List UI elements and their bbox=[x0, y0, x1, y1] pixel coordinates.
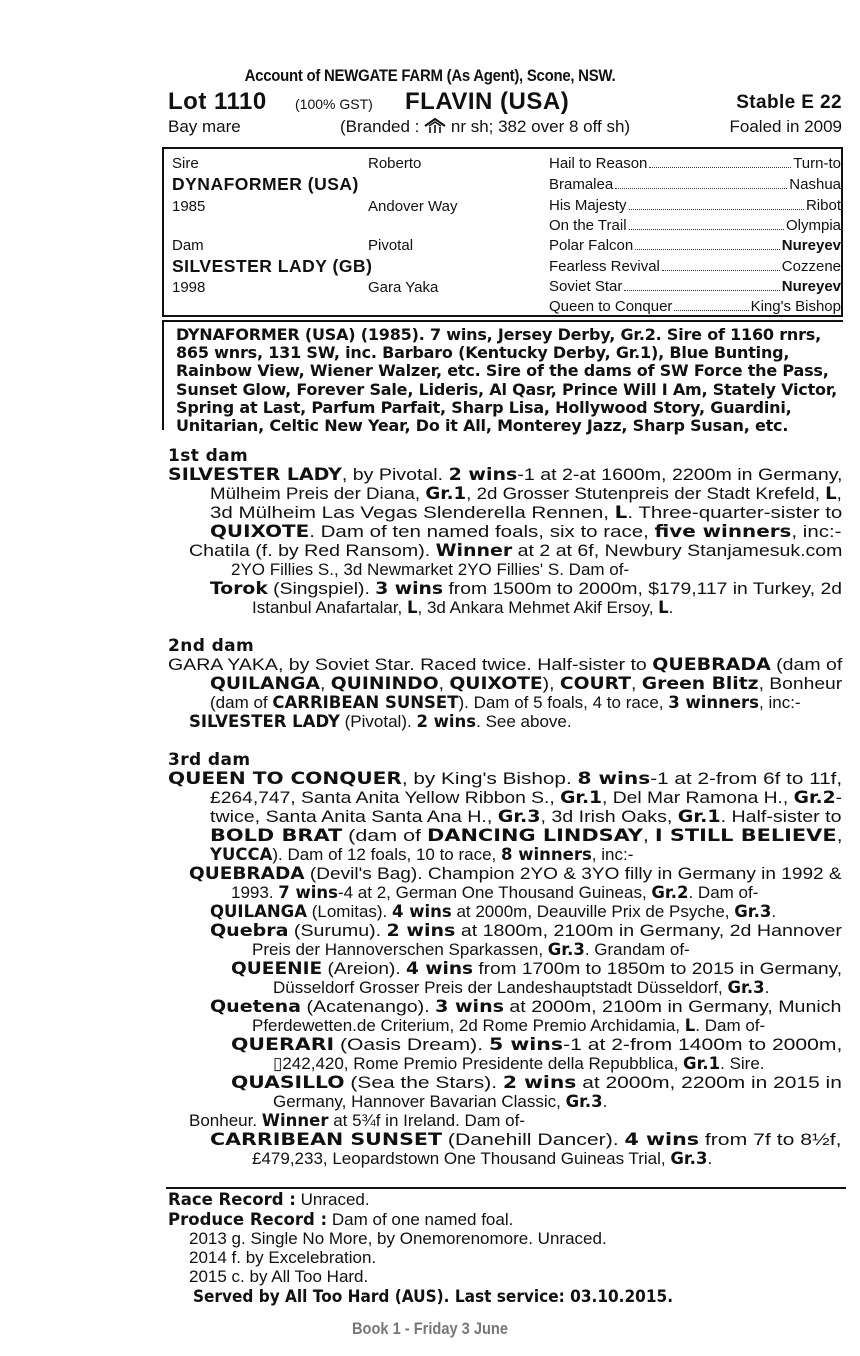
divider bbox=[166, 1187, 846, 1189]
emphasis-text: 2 wins bbox=[502, 1073, 577, 1092]
body-text: , bbox=[836, 826, 843, 845]
body-text: . bbox=[771, 902, 777, 921]
emphasis-text: Gr.3 bbox=[565, 1092, 603, 1111]
body-text: Germany, Hannover Bavarian Classic, bbox=[273, 1092, 566, 1111]
body-text: . Grandam of- bbox=[584, 940, 690, 959]
race-record-label: Race Record : bbox=[168, 1190, 296, 1209]
sire-dam: Andover Way bbox=[368, 198, 458, 215]
emphasis-text: COURT bbox=[559, 674, 632, 693]
body-text: . Dam of ten named foals, six to race, bbox=[309, 522, 655, 541]
brand-mark-icon bbox=[424, 118, 446, 139]
catalogue-line bbox=[252, 1016, 765, 1035]
lot-subheading bbox=[168, 117, 842, 139]
body-text: , inc:- bbox=[591, 845, 634, 864]
catalogue-line bbox=[168, 465, 843, 484]
emphasis-text: QUEENIE bbox=[231, 959, 323, 978]
body-text: . Half-sister to bbox=[720, 807, 842, 826]
emphasis-text: 4 wins bbox=[406, 959, 474, 978]
body-text: , bbox=[438, 674, 450, 693]
body-text: (dam of bbox=[770, 655, 843, 674]
catalogue-line bbox=[189, 1111, 525, 1130]
body-text: . bbox=[764, 978, 770, 997]
brand-description bbox=[340, 117, 630, 139]
page-footer: Book 1 - Friday 3 June bbox=[351, 1319, 508, 1338]
emphasis-text: DANCING LINDSAY bbox=[427, 826, 643, 845]
catalogue-line bbox=[273, 1092, 607, 1111]
emphasis-text: five winners bbox=[654, 522, 792, 541]
catalogue-line bbox=[210, 921, 842, 940]
dam-label: Dam bbox=[172, 237, 204, 254]
ancestor-sire: Olympia bbox=[785, 217, 841, 234]
body-text: (Oasis Dream). bbox=[334, 1035, 489, 1054]
emphasis-text: QUININDO bbox=[330, 674, 439, 693]
pedigree-table bbox=[162, 147, 843, 317]
body-text: (dam of bbox=[210, 693, 273, 712]
catalogue-line bbox=[210, 826, 843, 845]
produce-item: 2013 g. Single No More, by Onemorenomore. Unraced. bbox=[189, 1229, 607, 1248]
ancestor-name: Fearless Revival bbox=[549, 258, 660, 275]
emphasis-text: SILVESTER LADY bbox=[189, 712, 340, 731]
emphasis-text: 3 wins bbox=[375, 579, 444, 598]
brand-suffix: nr sh; 382 over 8 off sh) bbox=[450, 117, 631, 136]
catalogue-line bbox=[210, 579, 842, 598]
emphasis-text: Gr.3 bbox=[547, 940, 585, 959]
body-text: . Dam of- bbox=[695, 1016, 766, 1035]
produce-record-value: Dam of one named foal. bbox=[331, 1210, 514, 1229]
body-text: (Danehill Dancer). bbox=[441, 1130, 625, 1149]
body-text: Istanbul Anafartalar, bbox=[252, 598, 407, 617]
catalogue-line bbox=[252, 598, 673, 617]
emphasis-text: 7 wins bbox=[278, 883, 338, 902]
ancestor-row bbox=[549, 197, 841, 214]
catalogue-line bbox=[210, 693, 801, 712]
second-dam-heading: 2nd dam bbox=[168, 636, 255, 656]
body-text: from 7f to 8½f, bbox=[698, 1130, 842, 1149]
body-text: GARA YAKA, by Soviet Star. Raced twice. Half-sister to bbox=[168, 655, 653, 674]
catalogue-line bbox=[273, 978, 769, 997]
body-text: -1 at 2-at 1600m, 2200m in Germany, bbox=[517, 465, 843, 484]
catalogue-line bbox=[231, 883, 758, 902]
catalogue-line bbox=[189, 864, 842, 883]
ancestor-sire: Ribot bbox=[805, 197, 841, 214]
first-dam-heading: 1st dam bbox=[168, 446, 249, 466]
catalogue-line bbox=[231, 1073, 842, 1092]
emphasis-text: Quebra bbox=[210, 921, 289, 940]
emphasis-text: L bbox=[684, 1016, 696, 1035]
emphasis-text: 3 wins bbox=[435, 997, 504, 1016]
body-text: (Lomitas). bbox=[306, 902, 393, 921]
body-text: -1 at 2-from 1400m to 2000m, bbox=[563, 1035, 843, 1054]
emphasis-text: Gr.3 bbox=[497, 807, 541, 826]
body-text: , Del Mar Ramona H., bbox=[602, 788, 794, 807]
body-text: (Surumu). bbox=[288, 921, 387, 940]
sire-label: Sire bbox=[172, 155, 199, 172]
body-text: -4 at 2, German One Thousand Guineas, bbox=[337, 883, 652, 902]
catalogue-line bbox=[189, 541, 842, 560]
catalogue-line bbox=[189, 712, 572, 731]
body-text: from 1700m to 1850m to 2015 in Germany, bbox=[473, 959, 843, 978]
emphasis-text: BOLD BRAT bbox=[210, 826, 343, 845]
emphasis-text: SILVESTER LADY bbox=[168, 465, 342, 484]
catalogue-line bbox=[168, 655, 842, 674]
emphasis-text: 2 wins bbox=[416, 712, 477, 731]
ancestor-name: Soviet Star bbox=[549, 278, 623, 295]
body-text: . Dam of- bbox=[688, 883, 759, 902]
body-text: , 2d Grosser Stutenpreis der Stadt Krefeld, bbox=[466, 484, 826, 503]
catalogue-line bbox=[210, 788, 842, 807]
sire-summary-line: Spring at Last, Parfum Parfait, Sharp Lisa, Hollywood Story, Guardini, bbox=[176, 397, 792, 417]
lot-number: Lot 1110 bbox=[168, 88, 267, 115]
body-text: Mülheim Preis der Diana, bbox=[210, 484, 426, 503]
emphasis-text: QUIXOTE bbox=[210, 522, 310, 541]
body-text: (dam of bbox=[342, 826, 428, 845]
emphasis-text: 3 winners bbox=[668, 693, 760, 712]
body-text: at 1800m, 2100m in Germany, 2d Hannover bbox=[455, 921, 842, 940]
dam-sire: Pivotal bbox=[368, 237, 414, 254]
body-text: Chatila (f. by Red Ransom). bbox=[189, 541, 436, 560]
catalogue-line bbox=[168, 769, 842, 788]
emphasis-text: L bbox=[407, 598, 418, 617]
catalogue-line bbox=[210, 1130, 841, 1149]
body-text: £479,233, Leopardstown One Thousand Guineas Trial, bbox=[252, 1149, 671, 1168]
emphasis-text: Winner bbox=[435, 541, 513, 560]
catalogue-line bbox=[231, 560, 629, 579]
body-text: , 3d Ankara Mehmet Akif Ersoy, bbox=[417, 598, 659, 617]
body-text: Bonheur. bbox=[189, 1111, 262, 1130]
body-text: , inc:- bbox=[791, 522, 842, 541]
emphasis-text: YUCCA bbox=[210, 845, 273, 864]
sex-colour: Bay mare bbox=[168, 117, 241, 136]
catalogue-line bbox=[231, 959, 842, 978]
body-text: (Pivotal). bbox=[339, 712, 417, 731]
body-text: ). Dam of 5 foals, 4 to race, bbox=[458, 693, 669, 712]
sire-summary-line: 865 wnrs, 131 SW, inc. Barbaro (Kentucky Derby, Gr.1), Blue Bunting, bbox=[176, 343, 790, 363]
produce-record-label: Produce Record : bbox=[168, 1210, 328, 1229]
emphasis-text: Gr.1 bbox=[683, 1054, 721, 1073]
served-by: Served by All Too Hard (AUS). Last service: 03.10.2015. bbox=[192, 1287, 674, 1306]
ancestor-sire: King's Bishop bbox=[750, 298, 841, 315]
emphasis-text: Gr.1 bbox=[425, 484, 467, 503]
emphasis-text: I STILL BELIEVE bbox=[654, 826, 837, 845]
body-text: at 2000m, 2200m in 2015 in bbox=[576, 1073, 842, 1092]
body-text: , Bonheur bbox=[758, 674, 843, 693]
foaled-year: Foaled in 2009 bbox=[729, 117, 842, 136]
emphasis-text: CARRIBEAN SUNSET bbox=[272, 693, 459, 712]
body-text: Düsseldorf Grosser Preis der Landeshauptstadt Düsseldorf, bbox=[273, 978, 728, 997]
sire-summary-line: Unitarian, Celtic New Year, Do it All, Monterey Jazz, Sharp Susan, etc. bbox=[176, 416, 789, 436]
body-text: ), bbox=[542, 674, 560, 693]
sire-name: DYNAFORMER (USA) bbox=[172, 174, 359, 194]
lot-heading bbox=[168, 88, 842, 116]
catalogue-line bbox=[252, 1149, 712, 1168]
body-text: , inc:- bbox=[759, 693, 801, 712]
ancestor-sire: Turn-to bbox=[793, 155, 841, 172]
body-text: - bbox=[835, 788, 843, 807]
body-text: , bbox=[631, 674, 642, 693]
sire-summary-line: Sunset Glow, Forever Sale, Lideris, Al Qasr, Prince Will I Am, Stately Victor, bbox=[176, 379, 838, 399]
gst-note: (100% GST) bbox=[295, 96, 373, 112]
body-text: . See above. bbox=[476, 712, 572, 731]
emphasis-text: QUIXOTE bbox=[449, 674, 543, 693]
ancestor-sire: Nashua bbox=[789, 176, 841, 193]
emphasis-text: L bbox=[825, 484, 837, 503]
emphasis-text: QUILANGA bbox=[210, 674, 321, 693]
ancestor-name: His Majesty bbox=[549, 197, 627, 214]
emphasis-text: 8 winners bbox=[501, 845, 592, 864]
race-record bbox=[168, 1190, 370, 1209]
body-text: -1 at 2-from 6f to 11f, bbox=[650, 769, 843, 788]
ancestor-row bbox=[549, 176, 841, 193]
brand-prefix: (Branded : bbox=[340, 117, 420, 136]
catalogue-line bbox=[210, 674, 842, 693]
body-text: . bbox=[602, 1092, 608, 1111]
body-text: Preis der Hannoverschen Sparkassen, bbox=[252, 940, 548, 959]
body-text: at 2 at 6f, Newbury Stanjamesuk.com bbox=[512, 541, 843, 560]
body-text: . bbox=[707, 1149, 713, 1168]
emphasis-text: Gr.1 bbox=[677, 807, 721, 826]
body-text: ▯242,420, Rome Premio Presidente della Repubblica, bbox=[273, 1054, 684, 1073]
catalogue-line bbox=[210, 845, 633, 864]
ancestor-sire: Cozzene bbox=[781, 258, 841, 275]
sire-summary-line: Rainbow View, Wiener Walzer, etc. Sire of the dams of SW Force the Pass, bbox=[176, 361, 829, 381]
produce-item: 2014 f. by Excelebration. bbox=[189, 1248, 377, 1267]
body-text: (Singspiel). bbox=[267, 579, 376, 598]
emphasis-text: Winner bbox=[261, 1111, 329, 1130]
catalogue-line bbox=[273, 1054, 765, 1073]
body-text: at 2000m, Deauville Prix de Psyche, bbox=[451, 902, 735, 921]
catalogue-line bbox=[210, 503, 842, 522]
ancestor-name: On the Trail bbox=[549, 217, 627, 234]
ancestor-name: Polar Falcon bbox=[549, 237, 634, 254]
sire-sire: Roberto bbox=[368, 155, 422, 172]
ancestor-row bbox=[549, 258, 841, 275]
catalogue-line bbox=[231, 1035, 842, 1054]
ancestor-row bbox=[549, 278, 841, 295]
ancestor-row bbox=[549, 237, 841, 254]
ancestor-name: Hail to Reason bbox=[549, 155, 648, 172]
emphasis-text: QUEEN TO CONQUER bbox=[168, 769, 402, 788]
emphasis-text: 8 wins bbox=[577, 769, 651, 788]
emphasis-text: Gr.2 bbox=[793, 788, 836, 807]
emphasis-text: 2 wins bbox=[386, 921, 456, 940]
emphasis-text: 2 wins bbox=[448, 465, 518, 484]
body-text: (Areion). bbox=[322, 959, 407, 978]
emphasis-text: Gr.1 bbox=[560, 788, 603, 807]
emphasis-text: L bbox=[614, 503, 628, 522]
emphasis-text: QUERARI bbox=[231, 1035, 335, 1054]
ancestor-row bbox=[549, 155, 841, 172]
body-text: at 2000m, 2100m in Germany, Munich bbox=[503, 997, 842, 1016]
body-text: , 3d Irish Oaks, bbox=[540, 807, 678, 826]
body-text: . Three-quarter-sister to bbox=[627, 503, 843, 522]
body-text: , bbox=[836, 484, 842, 503]
body-text: . Sire. bbox=[720, 1054, 765, 1073]
horse-name: FLAVIN (USA) bbox=[405, 88, 570, 115]
body-text: ). Dam of 12 foals, 10 to race, bbox=[272, 845, 502, 864]
emphasis-text: Gr.2 bbox=[651, 883, 689, 902]
third-dam-heading: 3rd dam bbox=[168, 750, 251, 770]
body-text: 1993. bbox=[231, 883, 279, 902]
dam-dam: Gara Yaka bbox=[368, 279, 439, 296]
race-record-value: Unraced. bbox=[300, 1190, 370, 1209]
dam-name: SILVESTER LADY (GB) bbox=[172, 256, 373, 276]
emphasis-text: QUEBRADA bbox=[189, 864, 305, 883]
body-text: £264,747, Santa Anita Yellow Ribbon S., bbox=[210, 788, 561, 807]
body-text: , by King's Bishop. bbox=[401, 769, 578, 788]
emphasis-text: Quetena bbox=[210, 997, 302, 1016]
stable-number: Stable E 22 bbox=[736, 92, 842, 113]
body-text: . bbox=[668, 598, 674, 617]
ancestor-row bbox=[549, 298, 841, 315]
body-text: (Sea the Stars). bbox=[344, 1073, 503, 1092]
catalogue-line bbox=[210, 484, 842, 503]
emphasis-text: Gr.3 bbox=[670, 1149, 708, 1168]
ancestor-sire: Nureyev bbox=[781, 278, 841, 295]
emphasis-text: Green Blitz bbox=[641, 674, 759, 693]
body-text: , bbox=[642, 826, 655, 845]
dam-year: 1998 bbox=[172, 279, 206, 296]
body-text: 2YO Fillies S., 3d Newmarket 2YO Fillies' S. Dam of- bbox=[231, 560, 630, 579]
body-text: from 1500m to 2000m, $179,117 in Turkey, 2d bbox=[443, 579, 842, 598]
emphasis-text: Gr.3 bbox=[727, 978, 765, 997]
emphasis-text: QUEBRADA bbox=[652, 655, 771, 674]
body-text: (Devil's Bag). Champion 2YO & 3YO filly in Germany in 1992 & bbox=[304, 864, 842, 883]
emphasis-text: L bbox=[658, 598, 669, 617]
produce-record bbox=[168, 1210, 513, 1229]
emphasis-text: Torok bbox=[210, 579, 268, 598]
ancestor-sire: Nureyev bbox=[781, 237, 841, 254]
catalogue-line bbox=[210, 902, 776, 921]
emphasis-text: QUILANGA bbox=[210, 902, 307, 921]
catalogue-line bbox=[210, 807, 841, 826]
sire-summary bbox=[162, 320, 843, 436]
emphasis-text: 5 wins bbox=[488, 1035, 564, 1054]
emphasis-text: 4 wins bbox=[624, 1130, 699, 1149]
sire-summary-line: DYNAFORMER (USA) (1985). 7 wins, Jersey Derby, Gr.2. Sire of 1160 rnrs, bbox=[176, 325, 822, 344]
body-text: twice, Santa Anita Santa Ana H., bbox=[210, 807, 498, 826]
body-text: Pferdewetten.de Criterium, 2d Rome Premio Archidamia, bbox=[252, 1016, 685, 1035]
emphasis-text: CARRIBEAN SUNSET bbox=[210, 1130, 442, 1149]
emphasis-text: 4 wins bbox=[392, 902, 452, 921]
sire-year: 1985 bbox=[172, 198, 206, 215]
emphasis-text: QUASILLO bbox=[231, 1073, 345, 1092]
body-text: , bbox=[320, 674, 331, 693]
produce-item: 2015 c. by All Too Hard. bbox=[189, 1267, 369, 1286]
catalogue-line bbox=[210, 522, 842, 541]
catalogue-line bbox=[210, 997, 841, 1016]
body-text: 3d Mülheim Las Vegas Slenderella Rennen, bbox=[210, 503, 615, 522]
body-text: , by Pivotal. bbox=[341, 465, 449, 484]
body-text: (Acatenango). bbox=[301, 997, 436, 1016]
ancestor-name: Queen to Conquer bbox=[549, 298, 673, 315]
ancestor-name: Bramalea bbox=[549, 176, 614, 193]
catalogue-line bbox=[252, 940, 690, 959]
vendor-account: Account of NEWGATE FARM (As Agent), Scone, NSW. bbox=[244, 66, 616, 85]
ancestor-row bbox=[549, 217, 841, 234]
body-text: at 5¾f in Ireland. Dam of- bbox=[328, 1111, 526, 1130]
emphasis-text: Gr.3 bbox=[734, 902, 772, 921]
